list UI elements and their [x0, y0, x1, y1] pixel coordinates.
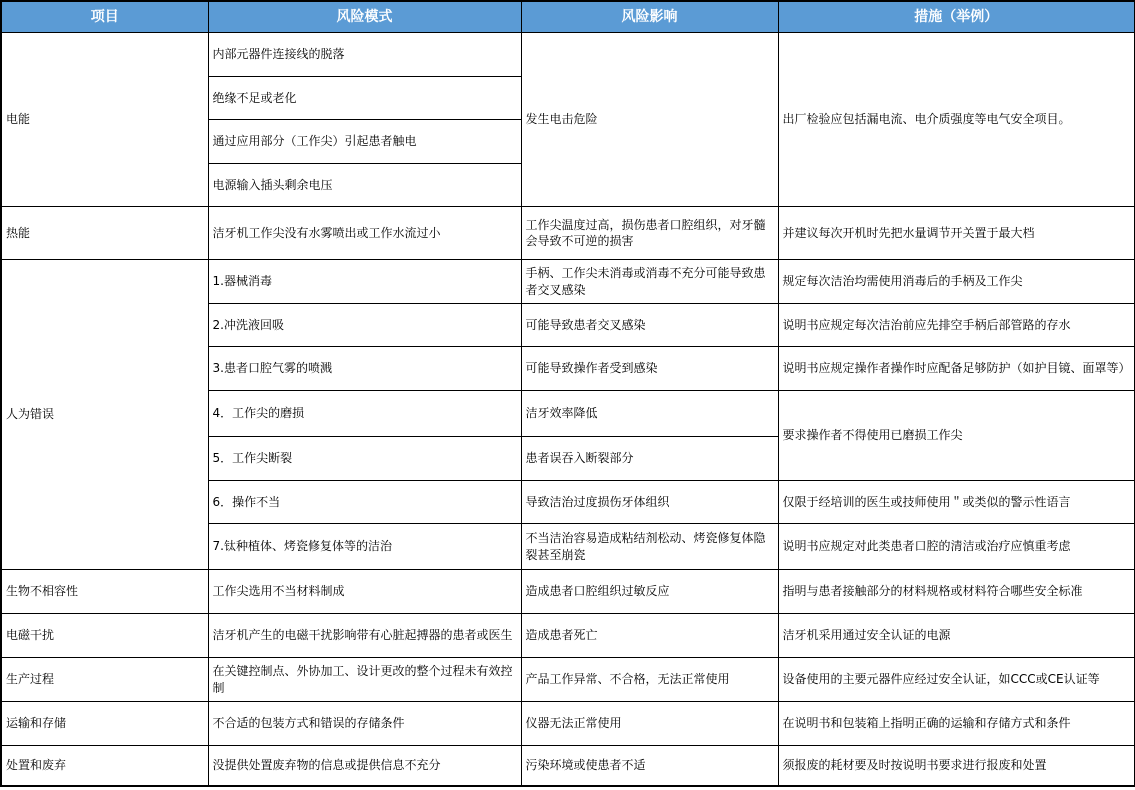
cell-mode: 工作尖选用不当材料制成 — [208, 570, 521, 614]
cell-mode: 5．工作尖断裂 — [208, 437, 521, 481]
cell-measure: 仅限于经培训的医生或技师使用＂或类似的警示性语言 — [778, 481, 1135, 524]
cell-impact: 仪器无法正常使用 — [521, 702, 778, 746]
cell-measure: 并建议每次开机时先把水量调节开关置于最大档 — [778, 207, 1135, 260]
cell-item-transport: 运输和存储 — [1, 702, 208, 746]
cell-impact: 导致洁治过度损伤牙体组织 — [521, 481, 778, 524]
table-row — [1, 746, 1135, 786]
cell-measure: 指明与患者接触部分的材料规格或材料符合哪些安全标准 — [778, 570, 1135, 614]
header-row — [1, 1, 1135, 33]
header-cell-risk-mode: 风险模式 — [208, 1, 521, 33]
cell-mode: 绝缘不足或老化 — [208, 77, 521, 120]
cell-impact: 患者误吞入断裂部分 — [521, 437, 778, 481]
cell-impact: 造成患者死亡 — [521, 614, 778, 658]
cell-item-emi: 电磁干扰 — [1, 614, 208, 658]
table-header — [1, 1, 1135, 33]
cell-measure: 规定每次洁治均需使用消毒后的手柄及工作尖 — [778, 260, 1135, 304]
table-row — [1, 614, 1135, 658]
cell-mode: 3.患者口腔气雾的喷溅 — [208, 347, 521, 391]
cell-measure: 出厂检验应包括漏电流、电介质强度等电气安全项目。 — [778, 33, 1135, 207]
table-row — [1, 260, 1135, 304]
cell-measure: 说明书应规定每次洁治前应先排空手柄后部管路的存水 — [778, 304, 1135, 347]
cell-measure: 说明书应规定对此类患者口腔的清洁或治疗应慎重考虑 — [778, 524, 1135, 570]
cell-measure: 在说明书和包装箱上指明正确的运输和存储方式和条件 — [778, 702, 1135, 746]
cell-mode: 内部元器件连接线的脱落 — [208, 33, 521, 77]
table-row — [1, 207, 1135, 260]
cell-measure: 要求操作者不得使用已磨损工作尖 — [778, 391, 1135, 481]
cell-impact: 造成患者口腔组织过敏反应 — [521, 570, 778, 614]
header-cell-measures: 措施（举例） — [778, 1, 1135, 33]
cell-mode: 通过应用部分（工作尖）引起患者触电 — [208, 120, 521, 164]
cell-mode: 没提供处置废弃物的信息或提供信息不充分 — [208, 746, 521, 786]
cell-impact: 工作尖温度过高，损伤患者口腔组织，对牙髓会导致不可逆的损害 — [521, 207, 778, 260]
cell-impact: 可能导致操作者受到感染 — [521, 347, 778, 391]
table-row — [1, 33, 1135, 77]
cell-impact: 手柄、工作尖未消毒或消毒不充分可能导致患者交叉感染 — [521, 260, 778, 304]
cell-measure: 说明书应规定操作者操作时应配备足够防护（如护目镜、面罩等） — [778, 347, 1135, 391]
cell-mode: 不合适的包装方式和错误的存储条件 — [208, 702, 521, 746]
cell-mode: 7.钛种植体、烤瓷修复体等的洁治 — [208, 524, 521, 570]
cell-item-biocompatibility: 生物不相容性 — [1, 570, 208, 614]
cell-mode: 洁牙机工作尖没有水雾喷出或工作水流过小 — [208, 207, 521, 260]
table-row — [1, 702, 1135, 746]
cell-mode: 电源输入插头剩余电压 — [208, 164, 521, 207]
cell-mode: 6．操作不当 — [208, 481, 521, 524]
cell-impact: 不当洁治容易造成粘结剂松动、烤瓷修复体隐裂甚至崩瓷 — [521, 524, 778, 570]
cell-item-production: 生产过程 — [1, 658, 208, 702]
cell-item-human-error: 人为错误 — [1, 260, 208, 570]
cell-measure: 设备使用的主要元器件应经过安全认证，如CCC或CE认证等 — [778, 658, 1135, 702]
cell-mode: 2.冲洗液回吸 — [208, 304, 521, 347]
table-row — [1, 570, 1135, 614]
cell-impact: 污染环境或使患者不适 — [521, 746, 778, 786]
cell-mode: 4．工作尖的磨损 — [208, 391, 521, 437]
cell-measure: 洁牙机采用通过安全认证的电源 — [778, 614, 1135, 658]
cell-mode: 1.器械消毒 — [208, 260, 521, 304]
cell-impact: 发生电击危险 — [521, 33, 778, 207]
cell-impact: 产品工作异常、不合格，无法正常使用 — [521, 658, 778, 702]
header-cell-risk-impact: 风险影响 — [521, 1, 778, 33]
cell-mode: 洁牙机产生的电磁干扰影响带有心脏起搏器的患者或医生 — [208, 614, 521, 658]
cell-impact: 洁牙效率降低 — [521, 391, 778, 437]
cell-measure: 须报废的耗材要及时按说明书要求进行报废和处置 — [778, 746, 1135, 786]
table-body — [1, 33, 1135, 786]
cell-item-disposal: 处置和废弃 — [1, 746, 208, 786]
header-cell-item: 项目 — [1, 1, 208, 33]
cell-impact: 可能导致患者交叉感染 — [521, 304, 778, 347]
cell-mode: 在关键控制点、外协加工、设计更改的整个过程未有效控制 — [208, 658, 521, 702]
cell-item-thermal: 热能 — [1, 207, 208, 260]
cell-item-electrical: 电能 — [1, 33, 208, 207]
table-row — [1, 658, 1135, 702]
